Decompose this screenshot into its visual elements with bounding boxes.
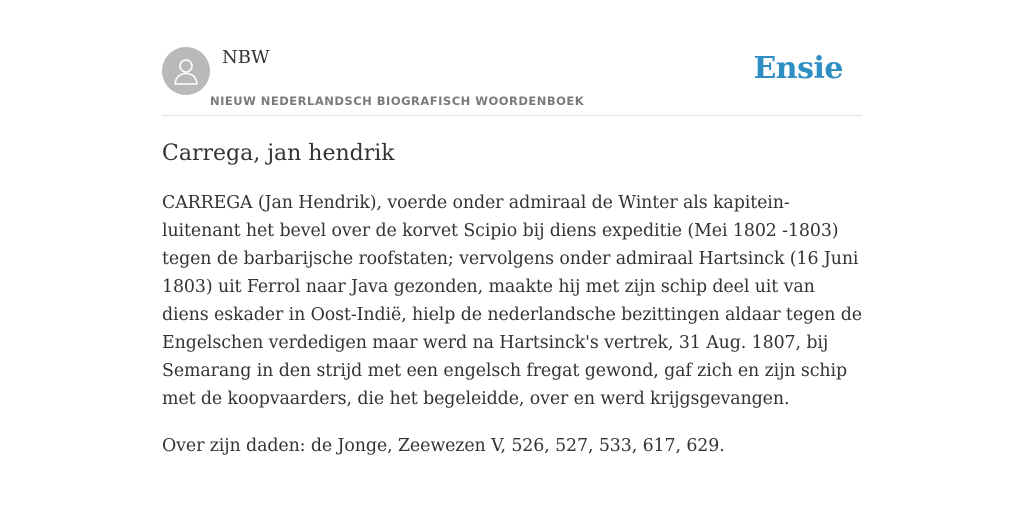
article-title: Carrega, jan hendrik — [162, 141, 395, 166]
source-avatar[interactable] — [162, 47, 210, 95]
source-header — [162, 46, 862, 116]
article-paragraph-1: CARREGA (Jan Hendrik), voerde onder admiraal de Winter als kapitein-luitenant het bevel over de korvet Scipio bij diens expeditie (Mei 1802 -1803) tegen de barbarijsche roofstaten; vervolgens onder admiraal Hartsinck (16 Juni 1803) uit Ferrol naar Java gezonden, maakte hij met zijn schip deel uit van diens eskader in Oost-Indië, hielp de nederlandsche bezittingen aldaar tegen de Engelschen verdedigen maar werd na Hartsinck's vertrek, 31 Aug. 1807, bij Semarang in den strijd met een engelsch fregat gewond, gaf zich en zijn schip met de koopvaarders, die het begeleidde, over en werd krijgsgevangen. — [162, 193, 862, 409]
source-name-link[interactable]: NBW — [222, 47, 270, 68]
article-paragraph-2: Over zijn daden: de Jonge, Zeewezen V, 526, 527, 533, 617, 629. — [162, 436, 725, 456]
ensie-logo-link[interactable]: Ensie — [753, 51, 843, 86]
page — [162, 0, 862, 460]
user-silhouette-icon — [173, 57, 199, 85]
source-full-name: NIEUW NEDERLANDSCH BIOGRAFISCH WOORDENBOEK — [210, 94, 585, 108]
